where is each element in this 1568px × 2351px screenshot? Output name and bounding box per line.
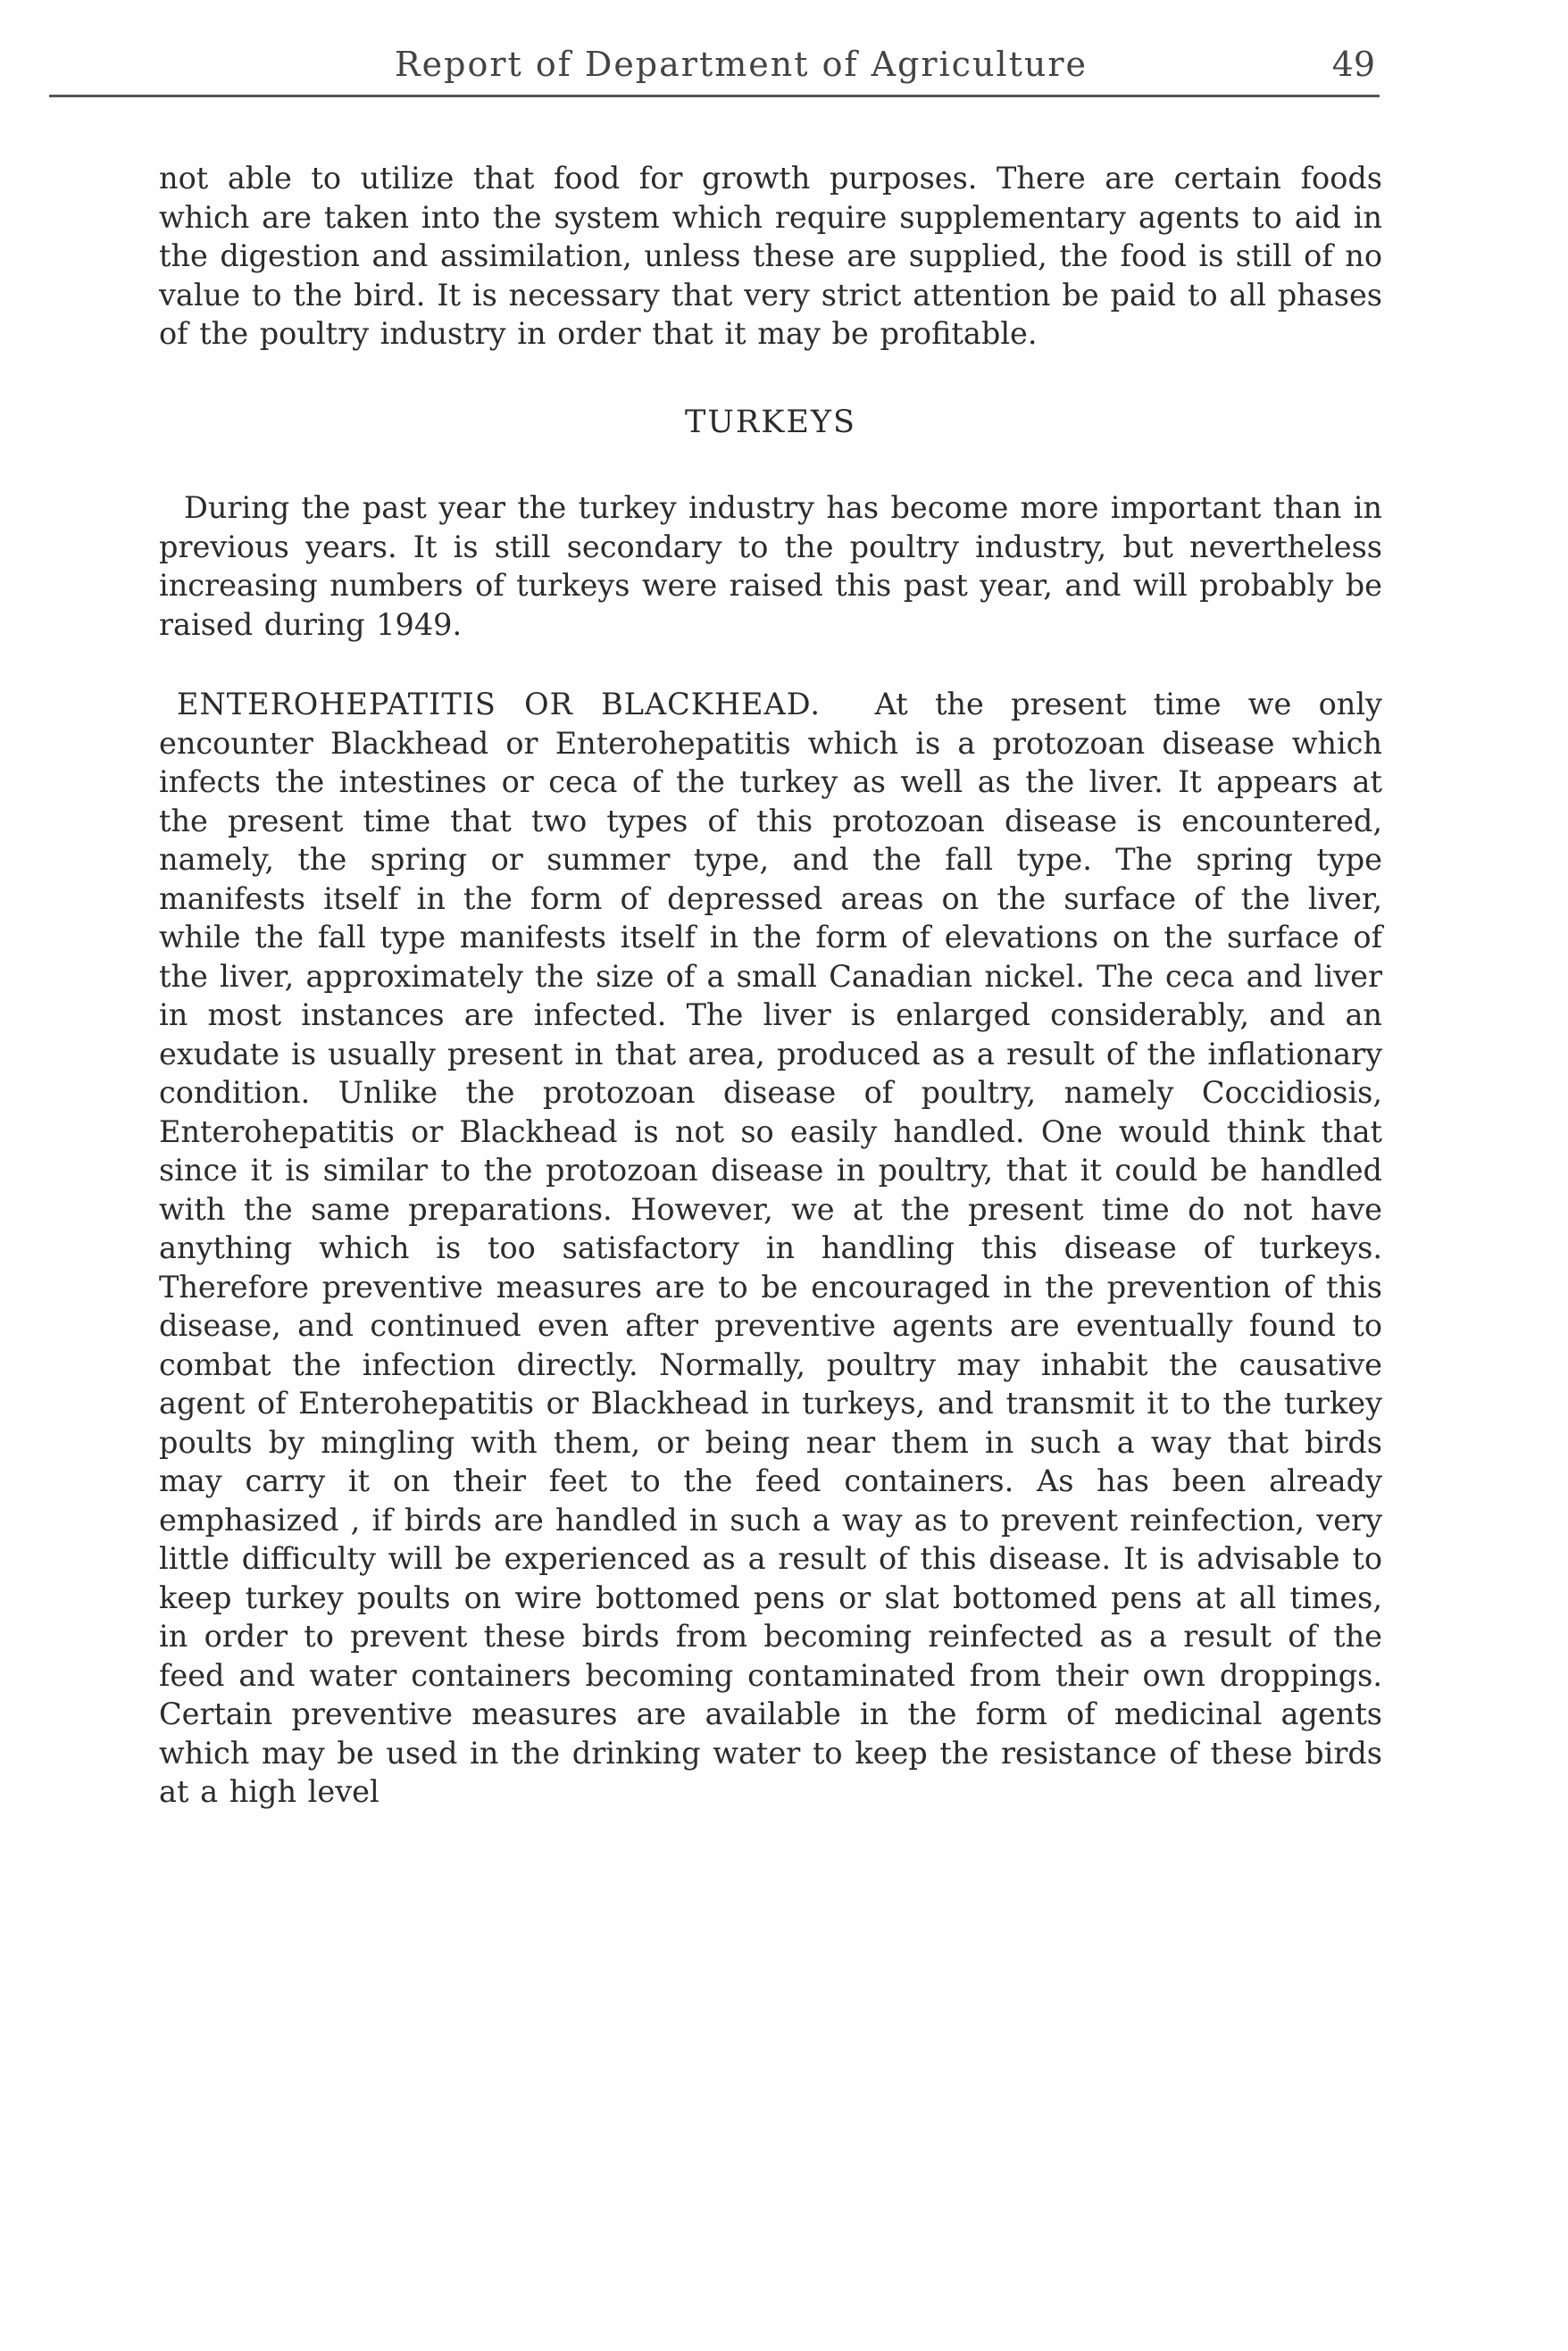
body-text (159, 159, 1382, 1812)
header-rule (49, 95, 1380, 97)
opening-paragraph: not able to utilize that food for growth purposes. There are certain foods which are taken into the system which require supplementary agents to aid in the digestion and assimilation, unless these are supplied, the food is still of no value to the bird. It is necessary that very strict attention be paid to all phases of the poultry industry in order that it may be profitable. (159, 161, 1382, 351)
blackhead-subhead: ENTEROHEPATITIS OR BLACKHEAD. (177, 687, 822, 721)
blackhead-paragraph: At the present time we only encounter Blackhead or Enterohepatitis which is a protozoan disease which infects the intestines or ceca of the turkey as well as the liver. It appears at the present time that two types of this protozoan disease is encountered, namely, the spring or summer type, and the fall type. The spring type manifests itself in the form of depressed areas on the surface of the liver, while the fall type manifests itself in the form of elevations on the surface of the liver, approximately the size of a small Canadian nickel. The ceca and liver in most instances are infected. The liver is enlarged considerably, and an exudate is usually present in that area, produced as a result of the inflationary condition. Unlike the protozoan disease of poultry, namely Coccidiosis, Enterohepatitis or Blackhead is not so easily handled. One would think that since it is similar to the protozoan disease in poultry, that it could be handled with the same preparations. However, we at the present time do not have anything which is too satisfactory in handling this disease of turkeys. Therefore preventive measures are to be encouraged in the prevention of this disease, and continued even after preventive agents are eventually found to combat the infection directly. Normally, poultry may inhabit the causative agent of Enterohepatitis or Blackhead in turkeys, and transmit it to the turkey poults by mingling with them, or being near them in such a way that birds may carry it on their feet to the feed containers. As has been already emphasized , if birds are handled in such a way as to prevent reinfection, very little difficulty will be experienced as a result of this disease. It is advisable to keep turkey poults on wire bottomed pens or slat bottomed pens at all times, in order to prevent these birds from becoming reinfected as a result of the feed and water containers becoming contaminated from their own droppings. Certain preventive measures are available in the form of medicinal agents which may be used in the drinking water to keep the resistance of these birds at a high level (159, 687, 1382, 1809)
section-title-turkeys: TURKEYS (685, 404, 856, 440)
page-header (107, 36, 1375, 89)
blackhead-paragraph-container (159, 685, 1382, 1812)
turkeys-paragraph: During the past year the turkey industry has become more important than in previous years. It is still secondary to the poultry industry, but nevertheless increasing numbers of turkeys were raised this past year, and will probably be raised during 1949. (159, 490, 1382, 642)
paragraph-spacer (159, 644, 1382, 685)
page-number: 49 (1331, 45, 1375, 84)
running-head: Report of Department of Agriculture (395, 45, 1088, 84)
